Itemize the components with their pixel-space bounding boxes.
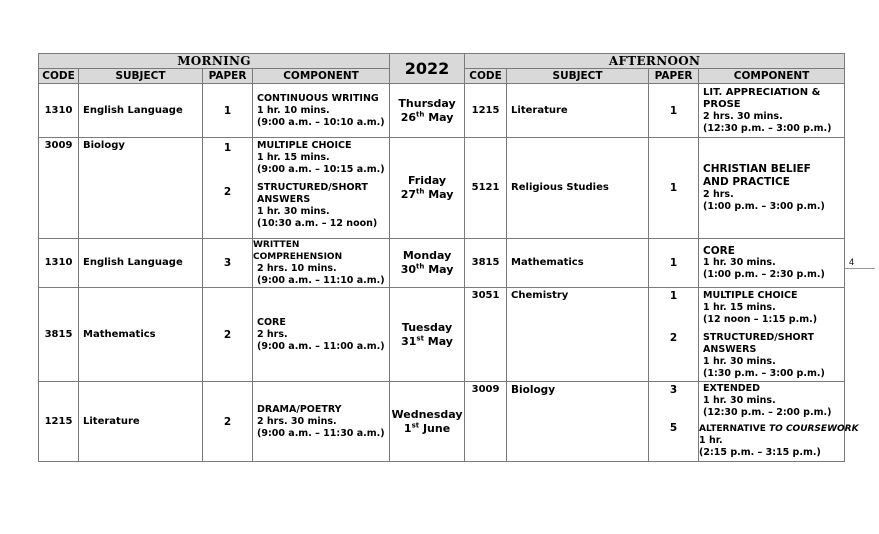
- afternoon-code: 5121: [465, 138, 507, 239]
- component-duration: 1 hr. 10 mins.: [257, 104, 330, 116]
- component-title: WRITTEN COMPREHENSION: [253, 240, 343, 262]
- component-duration: 2 hrs. 30 mins.: [703, 110, 783, 122]
- morning-code: 1310: [39, 239, 79, 288]
- date-day: Friday: [407, 174, 447, 187]
- component-duration: 1 hr. 30 mins.: [703, 395, 776, 406]
- afternoon-component-header: COMPONENT: [699, 69, 845, 84]
- component-time: (1:00 p.m. – 2:30 p.m.): [703, 269, 825, 280]
- date-month: May: [428, 188, 454, 201]
- morning-paper: 1: [203, 84, 253, 138]
- exam-date: [390, 138, 465, 239]
- component-time: (12:30 p.m. – 2:00 p.m.): [703, 407, 832, 418]
- component-title: CONTINUOUS WRITING: [257, 92, 379, 104]
- date-number: 27: [400, 188, 416, 201]
- morning-code: 3009: [39, 138, 79, 239]
- paper-number: 5: [669, 422, 678, 434]
- morning-paper: 2: [203, 288, 253, 382]
- morning-code: 1310: [39, 84, 79, 138]
- afternoon-subject-header: SUBJECT: [507, 69, 649, 84]
- morning-subject: English Language: [79, 84, 203, 138]
- afternoon-code-header: CODE: [465, 69, 507, 84]
- table-row: [39, 138, 845, 239]
- date-month: May: [427, 334, 453, 348]
- component-title: CHRISTIAN BELIEF: [703, 163, 811, 175]
- morning-component: [253, 288, 390, 382]
- component-duration: 1 hr. 30 mins.: [703, 356, 776, 367]
- morning-subject-header: SUBJECT: [79, 69, 203, 84]
- afternoon-subject: Mathematics: [507, 239, 649, 288]
- morning-subject: Mathematics: [79, 288, 203, 382]
- date-month: May: [428, 110, 454, 124]
- component-time: (10:30 a.m. – 12 noon): [257, 218, 378, 229]
- afternoon-paper: [649, 288, 699, 382]
- table-row: [39, 288, 845, 382]
- exam-timetable: [38, 53, 859, 462]
- table-row: [39, 84, 845, 138]
- afternoon-code: 1215: [465, 84, 507, 138]
- component-duration: 1 hr. 15 mins.: [257, 152, 330, 163]
- table-row: [39, 382, 845, 462]
- component-duration: 1 hr. 30 mins.: [703, 257, 776, 268]
- component-time: (1:00 p.m. – 3:00 p.m.): [703, 201, 825, 212]
- afternoon-component: [699, 239, 845, 288]
- morning-component: [253, 84, 390, 138]
- afternoon-component: [699, 138, 845, 239]
- afternoon-paper: 1: [649, 138, 699, 239]
- morning-code-header: CODE: [39, 69, 79, 84]
- page-number-rule: [845, 268, 875, 269]
- date-day: Monday: [402, 249, 452, 262]
- component-duration: 1 hr.: [699, 435, 723, 446]
- afternoon-subject: Biology: [507, 382, 649, 462]
- table-row: [39, 239, 845, 288]
- date-day: Wednesday: [391, 407, 463, 421]
- component-title: LIT. APPRECIATION &: [703, 86, 821, 98]
- component-duration: 1 hr. 15 mins.: [703, 302, 776, 313]
- component-title-cont: AND PRACTICE: [703, 176, 790, 188]
- date-number: 26: [400, 110, 416, 124]
- component-title: ALTERNATIVE TO COURSEWORK: [699, 424, 859, 434]
- component-time: (2:15 p.m. – 3:15 p.m.): [699, 447, 821, 458]
- component-time: (12 noon – 1:15 p.m.): [703, 314, 818, 325]
- afternoon-code: 3815: [465, 239, 507, 288]
- date-suffix: th: [416, 187, 425, 196]
- morning-subject: Literature: [79, 382, 203, 462]
- component-duration: 2 hrs. 30 mins.: [257, 415, 337, 427]
- afternoon-subject: Literature: [507, 84, 649, 138]
- morning-code: 1215: [39, 382, 79, 462]
- morning-component-header: COMPONENT: [253, 69, 390, 84]
- afternoon-code: 3009: [465, 382, 507, 462]
- component-time: (1:30 p.m. – 3:00 p.m.): [703, 368, 825, 379]
- morning-subject: English Language: [79, 239, 203, 288]
- component-title: CORE: [257, 316, 286, 328]
- paper-number: 2: [669, 332, 678, 344]
- exam-date: [390, 84, 465, 138]
- afternoon-subject: Religious Studies: [507, 138, 649, 239]
- morning-code: 3815: [39, 288, 79, 382]
- afternoon-paper: [649, 382, 699, 462]
- morning-header: MORNING: [39, 54, 390, 69]
- component-time: (12:30 p.m. – 3:00 p.m.): [703, 122, 832, 134]
- morning-paper-header: PAPER: [203, 69, 253, 84]
- afternoon-component: [699, 288, 845, 382]
- morning-component: [253, 239, 390, 288]
- component-time: (9:00 a.m. – 10:10 a.m.): [257, 116, 385, 128]
- afternoon-subject: Chemistry: [507, 288, 649, 382]
- component-duration: 2 hrs. 10 mins.: [257, 263, 337, 274]
- component-title: CORE: [703, 245, 735, 257]
- component-time: (9:00 a.m. – 10:15 a.m.): [257, 164, 385, 175]
- afternoon-paper: 1: [649, 239, 699, 288]
- afternoon-code: 3051: [465, 288, 507, 382]
- afternoon-paper-header: PAPER: [649, 69, 699, 84]
- year-header: 2022: [390, 54, 465, 84]
- component-title: STRUCTURED/SHORT: [703, 332, 814, 343]
- component-title: MULTIPLE CHOICE: [257, 140, 352, 151]
- morning-component: [253, 382, 390, 462]
- component-duration: 2 hrs.: [703, 189, 734, 200]
- date-day: Thursday: [398, 96, 456, 110]
- date-number: 30: [400, 263, 416, 276]
- component-title: DRAMA/POETRY: [257, 403, 342, 415]
- component-title-cont: ANSWERS: [257, 194, 311, 205]
- component-title: EXTENDED: [703, 383, 761, 394]
- morning-subject: Biology: [79, 138, 203, 239]
- date-suffix: st: [411, 420, 420, 429]
- afternoon-component: [699, 382, 859, 462]
- date-month: June: [422, 421, 451, 435]
- morning-component: [253, 138, 390, 239]
- morning-paper: [203, 138, 253, 239]
- component-title: STRUCTURED/SHORT: [257, 182, 368, 193]
- component-time: (9:00 a.m. – 11:00 a.m.): [257, 340, 385, 352]
- date-number: 1: [403, 421, 412, 435]
- paper-number: 1: [669, 290, 678, 302]
- date-suffix: st: [416, 333, 424, 342]
- component-title-cont: PROSE: [703, 98, 741, 110]
- exam-date: [390, 239, 465, 288]
- component-duration: 1 hr. 30 mins.: [257, 206, 330, 217]
- morning-paper: 3: [203, 239, 253, 288]
- page-number: 4: [849, 257, 855, 267]
- paper-number: 2: [223, 186, 232, 198]
- date-day: Tuesday: [401, 320, 453, 334]
- afternoon-paper: 1: [649, 84, 699, 138]
- date-number: 31: [401, 334, 417, 348]
- exam-date: [390, 288, 465, 382]
- component-time: (9:00 a.m. – 11:10 a.m.): [257, 275, 385, 286]
- date-suffix: th: [416, 109, 425, 118]
- date-month: May: [428, 263, 454, 276]
- component-title: MULTIPLE CHOICE: [703, 290, 798, 301]
- component-time: (9:00 a.m. – 11:30 a.m.): [257, 427, 385, 439]
- afternoon-component: [699, 84, 845, 138]
- date-suffix: th: [416, 262, 425, 271]
- paper-number: 1: [223, 142, 232, 154]
- exam-date: [390, 382, 465, 462]
- component-duration: 2 hrs.: [257, 328, 288, 340]
- component-title-cont: ANSWERS: [703, 344, 757, 355]
- afternoon-header: AFTERNOON: [465, 54, 845, 69]
- paper-number: 3: [669, 384, 678, 396]
- morning-paper: 2: [203, 382, 253, 462]
